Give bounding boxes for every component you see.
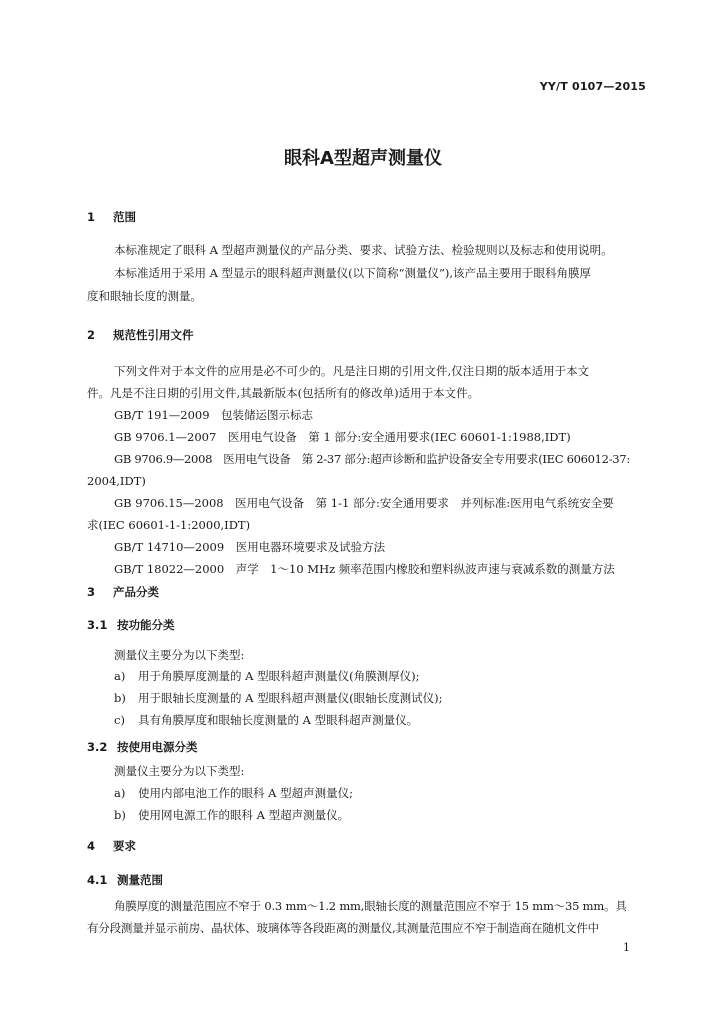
subsection-3-2-heading [87,739,198,755]
page-number: 1 [623,941,630,954]
section-number: 1 [87,210,96,224]
list-marker: a) [114,669,126,683]
reference-item: GB 9706.9—2008 医用电气设备 第 2-37 部分:超声诊断和监护设备安全专用要求(IEC 606012-37: [114,452,630,466]
list-text: 使用内部电池工作的眼科 A 型超声测量仪; [138,786,353,800]
section-number: 4 [87,839,96,853]
list-marker: b) [114,691,126,705]
section-3-heading [87,584,159,600]
subsection-4-1-heading [87,872,163,888]
list-marker: a) [114,786,126,800]
reference-continuation: 2004,IDT) [87,474,146,488]
list-text: 用于角膜厚度测量的 A 型眼科超声测量仪(角膜测厚仪); [138,669,420,683]
section-4-heading [87,838,136,854]
section-number: 4.1 [87,873,108,887]
section-title: 测量范围 [117,873,163,887]
list-item [114,709,418,731]
paragraph: 下列文件对于本文件的应用是必不可少的。凡是注日期的引用文件,仅注日期的版本适用于本文 [114,364,590,378]
paragraph: 角膜厚度的测量范围应不窄于 0.3 mm～1.2 mm,眼轴长度的测量范围应不窄于 15 mm～35 mm。具 [114,899,627,913]
section-1-heading [87,209,136,225]
paragraph: 本标准规定了眼科 A 型超声测量仪的产品分类、要求、试验方法、检验规则以及标志和使用说明。 [114,243,613,257]
section-number: 2 [87,328,96,342]
list-item [114,687,442,709]
paragraph: 测量仪主要分为以下类型: [114,648,245,662]
section-title: 范围 [113,210,136,224]
paragraph-continuation: 件。凡是不注日期的引用文件,其最新版本(包括所有的修改单)适用于本文件。 [87,386,480,400]
list-item [114,782,353,804]
list-text: 用于眼轴长度测量的 A 型眼科超声测量仪(眼轴长度测试仪); [138,691,443,705]
section-number: 3.1 [87,618,108,632]
paragraph: 测量仪主要分为以下类型: [114,764,245,778]
paragraph-continuation: 度和眼轴长度的测量。 [87,289,202,303]
list-item [114,665,419,687]
reference-item: GB 9706.1—2007 医用电气设备 第 1 部分:安全通用要求(IEC 60601-1:1988,IDT) [114,430,571,444]
reference-item: GB/T 191—2009 包装储运图示标志 [114,408,314,422]
standard-number: YY/T 0107—2015 [539,80,646,93]
subsection-3-1-heading [87,617,175,633]
section-title: 规范性引用文件 [113,328,194,342]
document-title: 眼科A型超声测量仪 [284,148,442,169]
reference-item: GB/T 18022—2000 声学 1～10 MHz 频率范围内橡胶和塑料纵波声速与衰减系数的测量方法 [114,562,615,576]
section-title: 要求 [113,839,136,853]
paragraph-continuation: 有分段测量并显示前房、晶状体、玻璃体等各段距离的测量仪,其测量范围应不窄于制造商在随机文件中 [87,921,599,935]
section-title: 按使用电源分类 [117,740,198,754]
list-marker: b) [114,808,126,822]
list-marker: c) [114,713,125,727]
list-text: 使用网电源工作的眼科 A 型超声测量仪。 [138,808,350,822]
section-2-heading [87,327,194,343]
list-item [114,804,349,826]
section-title: 产品分类 [113,585,159,599]
section-number: 3.2 [87,740,108,754]
reference-item: GB/T 14710—2009 医用电器环境要求及试验方法 [114,540,386,554]
reference-item: GB 9706.15—2008 医用电气设备 第 1-1 部分:安全通用要求 并列标准:医用电气系统安全要 [114,496,614,510]
section-title: 按功能分类 [117,618,175,632]
section-number: 3 [87,585,96,599]
paragraph: 本标准适用于采用 A 型显示的眼科超声测量仪(以下简称“测量仪”),该产品主要用于眼科角膜厚 [114,266,591,280]
reference-continuation: 求(IEC 60601-1-1:2000,IDT) [87,518,251,532]
list-text: 具有角膜厚度和眼轴长度测量的 A 型眼科超声测量仪。 [138,713,419,727]
